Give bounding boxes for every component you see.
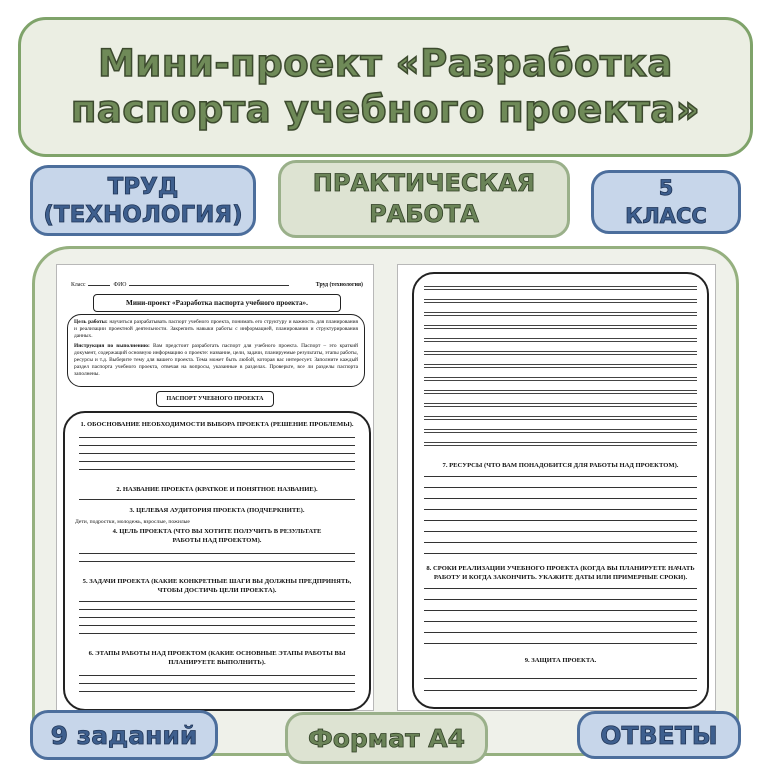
tasks-count-badge (30, 710, 218, 760)
answer-line[interactable] (79, 437, 355, 438)
answer-line[interactable] (424, 476, 697, 477)
answer-line[interactable] (424, 338, 697, 339)
answer-line[interactable] (79, 461, 355, 462)
section-9-title: 9. ЗАЩИТА ПРОЕКТА. (524, 657, 597, 664)
answer-line[interactable] (79, 625, 355, 626)
section-4-line-1: 4. ЦЕЛЬ ПРОЕКТА (ЧТО ВЫ ХОТИТЕ ПОЛУЧИТЬ В РЕЗУЛЬТАТЕ (112, 528, 322, 535)
page-title (71, 41, 700, 133)
answer-line[interactable] (424, 351, 697, 352)
title-line-1: Мини-проект «Разработка (98, 42, 673, 85)
tasks-count-text: 9 заданий (50, 720, 198, 750)
instruction-label: Инструкция по выполнению: (74, 342, 150, 349)
section-1-title: 1. ОБОСНОВАНИЕ НЕОБХОДИМОСТИ ВЫБОРА ПРОЕКТА (РЕШЕНИЕ ПРОБЛЕМЫ). (80, 421, 354, 428)
section-5-line-1: 5. ЗАДАЧИ ПРОЕКТА (КАКИЕ КОНКРЕТНЫЕ ШАГИ ВЫ ДОЛЖНЫ ПРЕДПРИНЯТЬ, (82, 578, 352, 585)
section-2-title: 2. НАЗВАНИЕ ПРОЕКТА (КРАТКОЕ И ПОНЯТНОЕ НАЗВАНИЕ). (116, 486, 318, 493)
answer-line[interactable] (79, 561, 355, 562)
work-type-line-2: РАБОТА (369, 200, 479, 228)
section-6-title (65, 649, 369, 667)
instruction-paragraph (74, 343, 358, 379)
instruction-text: Вам предстоит разработать паспорт для учебного проекта. Паспорт – это краткий документ, содержащий основную информацию о проекте: название, цели, задачи, планируемые результаты, этапы работы, ресурсы и т.д. Выберите тему для вашего проекта. Тема может быть любой, которая вас интересует. Заполните каждый раздел паспорта учебного проекта, отвечая на вопросы, указанные в разделах. Проверьте, все ли разделы паспорта заполнены. (74, 342, 358, 378)
answer-line[interactable] (424, 643, 697, 644)
answer-line[interactable] (424, 610, 697, 611)
answer-line[interactable] (424, 621, 697, 622)
answer-line[interactable] (424, 678, 697, 679)
section-3-title: 3. ЦЕЛЕВАЯ АУДИТОРИЯ ПРОЕКТА (ПОДЧЕРКНИТЕ). (129, 507, 305, 514)
audience-options[interactable]: Дети, подростки, молодежь, взрослые, пожилые (75, 519, 190, 525)
answer-line[interactable] (79, 453, 355, 454)
answer-line[interactable] (424, 588, 697, 589)
answer-line[interactable] (424, 542, 697, 543)
passport-sections-right (412, 272, 709, 709)
grade-number: 5 (658, 176, 674, 200)
answer-line[interactable] (79, 633, 355, 634)
answer-line[interactable] (424, 416, 697, 417)
answer-line[interactable] (79, 601, 355, 602)
title-line-2: паспорта учебного проекта» (70, 88, 701, 131)
section-8-line-1: 8. СРОКИ РЕАЛИЗАЦИИ УЧЕБНОГО ПРОЕКТА (КОГДА ВЫ ПЛАНИРУЕТЕ НАЧАТЬ (426, 565, 695, 572)
answer-line[interactable] (424, 403, 697, 404)
answer-line[interactable] (79, 469, 355, 470)
answers-text: ОТВЕТЫ (600, 720, 718, 750)
answer-line[interactable] (424, 599, 697, 600)
passport-sections-left (63, 411, 371, 711)
fio-blank[interactable] (129, 285, 289, 286)
answer-line[interactable] (79, 691, 355, 692)
answer-line[interactable] (424, 520, 697, 521)
answer-line[interactable] (79, 445, 355, 446)
left-page (56, 264, 374, 711)
section-4-line-2: РАБОТЫ НАД ПРОЕКТОМ). (172, 537, 262, 544)
section-7-title: 7. РЕСУРСЫ (ЧТО ВАМ ПОНАДОБИТСЯ ДЛЯ РАБОТЫ НАД ПРОЕКТОМ). (442, 462, 679, 469)
format-text: Формат А4 (307, 723, 466, 753)
answer-line[interactable] (79, 683, 355, 684)
answer-line[interactable] (424, 312, 697, 313)
goal-paragraph (74, 319, 358, 341)
answer-line[interactable] (424, 498, 697, 499)
class-label: Класс (71, 282, 86, 288)
subject-line-1: ТРУД (107, 173, 179, 200)
goal-label: Цель работы: (74, 319, 108, 325)
answer-line[interactable] (424, 442, 697, 443)
subject-line-2: (ТЕХНОЛОГИЯ) (43, 201, 243, 228)
grade-badge (591, 170, 741, 234)
section-8-title (414, 564, 707, 582)
answer-line[interactable] (424, 299, 697, 300)
section-5-line-2: ЧТОБЫ ДОСТИЧЬ ЦЕЛИ ПРОЕКТА). (157, 587, 277, 594)
grade-label: КЛАСС (625, 204, 707, 228)
fio-label: ФИО (113, 282, 127, 288)
answer-line[interactable] (424, 429, 697, 430)
class-blank[interactable] (88, 285, 110, 286)
answer-line[interactable] (424, 325, 697, 326)
answer-line[interactable] (424, 364, 697, 365)
passport-label: ПАСПОРТ УЧЕБНОГО ПРОЕКТА (156, 391, 274, 407)
doc-title: Мини-проект «Разработка паспорта учебного проекта». (93, 294, 341, 312)
section-8-line-2: РАБОТУ И КОГДА ЗАКОНЧИТЬ. УКАЖИТЕ ДАТЫ ИЛИ ПРИМЕРНЫЕ СРОКИ). (433, 574, 688, 581)
work-type-line-1: ПРАКТИЧЕСКАЯ (312, 169, 536, 197)
answer-line[interactable] (424, 390, 697, 391)
right-page (397, 264, 716, 711)
answer-line[interactable] (79, 499, 355, 500)
goal-text: научиться разрабатывать паспорт учебного проекта, понимать его структуру и важность для планирования и реализации проектной деятельности. Закрепить навыки работы с информацией, планирования и структурирования данных. (74, 319, 358, 340)
answer-line[interactable] (424, 632, 697, 633)
answer-line[interactable] (424, 509, 697, 510)
section-6-line-2: ПЛАНИРУЕТЕ ВЫПОЛНИТЬ). (168, 659, 266, 666)
section-4-title (65, 527, 369, 545)
work-type-badge (278, 160, 570, 238)
answers-badge (577, 711, 741, 759)
answer-line[interactable] (79, 553, 355, 554)
header-row (71, 281, 363, 289)
section-5-title (65, 577, 369, 595)
answer-line[interactable] (79, 617, 355, 618)
header-subject: Труд (технология) (315, 282, 363, 288)
title-banner (18, 17, 753, 157)
answer-line[interactable] (424, 553, 697, 554)
answer-line[interactable] (424, 531, 697, 532)
answer-line[interactable] (79, 609, 355, 610)
answer-line[interactable] (424, 487, 697, 488)
instructions-box (67, 314, 365, 387)
answer-line[interactable] (424, 377, 697, 378)
answer-line[interactable] (424, 690, 697, 691)
section-6-line-1: 6. ЭТАПЫ РАБОТЫ НАД ПРОЕКТОМ (КАКИЕ ОСНОВНЫЕ ЭТАПЫ РАБОТЫ ВЫ (88, 650, 346, 657)
format-badge (285, 712, 488, 764)
answer-line[interactable] (424, 286, 697, 287)
subject-badge (30, 165, 256, 236)
answer-line[interactable] (79, 675, 355, 676)
